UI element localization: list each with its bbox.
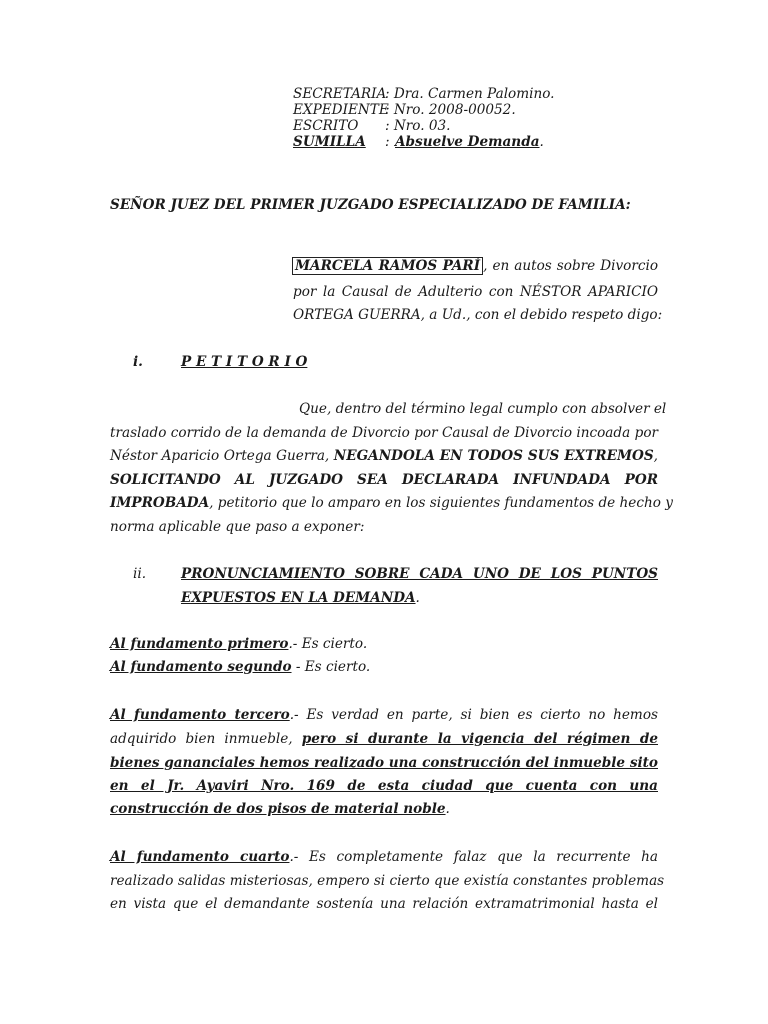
petitorio-line-3-a: Néstor Aparicio Ortega Guerra,	[110, 448, 330, 464]
header-sumilla	[293, 134, 544, 150]
fundamento-3-line-2	[110, 731, 658, 747]
petitorio-line-2: traslado corrido de la demanda de Divorcio por Causal de Divorcio incoada por	[110, 425, 658, 441]
petitorio-line-5-a: IMPROBADA	[110, 495, 210, 511]
fundamento-2	[110, 659, 370, 675]
expediente-value: : Nro. 2008-00052.	[385, 102, 516, 118]
intro-line-3: ORTEGA GUERRA, a Ud., con el debido respeto digo:	[293, 307, 663, 323]
header-secretaria	[293, 86, 555, 102]
petitioner-name: MARCELA RAMOS PARÍ	[292, 257, 483, 275]
sumilla-sep: :	[385, 134, 390, 150]
fundamento-4-line-2: realizado salidas misteriosas, empero si cierto que existía constantes problemas	[110, 873, 665, 889]
fundamento-3-line-2-b: pero si durante la vigencia del régimen de	[301, 731, 659, 747]
fundamento-3-line-1-rest: .- Es verdad en parte, si bien es cierto no hemos	[289, 707, 658, 723]
fundamento-2-label: Al fundamento segundo	[110, 659, 292, 675]
fundamento-4-line-1-rest: .- Es completamente falaz que la recurrente ha	[289, 849, 659, 865]
header-escrito	[293, 118, 451, 134]
section-1-number: i.	[133, 354, 143, 370]
fundamento-3-line-5-text: construcción de dos pisos de material noble	[110, 801, 446, 817]
secretaria-value: : Dra. Carmen Palomino.	[385, 86, 555, 102]
fundamento-1	[110, 636, 367, 652]
petitorio-line-5-b: , petitorio que lo amparo en los siguientes fundamentos de hecho y	[209, 495, 673, 511]
section-2-title-line-2	[181, 590, 420, 606]
intro-line-1	[292, 258, 658, 274]
petitorio-line-5	[110, 495, 673, 511]
petitorio-line-3-b: NEGANDOLA EN TODOS SUS EXTREMOS	[333, 448, 654, 464]
section-1-title: P E T I T O R I O	[181, 354, 308, 370]
section-2-title-line-1: PRONUNCIAMIENTO SOBRE CADA UNO DE LOS PUNTOS	[181, 566, 658, 582]
fundamento-4-label: Al fundamento cuarto	[110, 849, 290, 865]
section-2-title-line-2-text: EXPUESTOS EN LA DEMANDA	[181, 590, 416, 606]
expediente-label: EXPEDIENTE	[293, 102, 389, 118]
petitorio-line-3-c: ,	[653, 448, 658, 464]
sumilla-value: Absuelve Demanda	[395, 134, 540, 150]
petitorio-line-4: SOLICITANDO AL JUZGADO SEA DECLARADA INFUNDADA POR	[110, 472, 658, 488]
sumilla-end: .	[539, 134, 544, 150]
fundamento-2-text: - Es cierto.	[291, 659, 371, 675]
intro-line-2: por la Causal de Adulterio con NÉSTOR APARICIO	[293, 284, 658, 300]
fundamento-1-text: .- Es cierto.	[288, 636, 368, 652]
petitorio-line-1: Que, dentro del término legal cumplo con absolver el	[299, 401, 667, 417]
fundamento-3-line-5	[110, 801, 450, 817]
addressee: SEÑOR JUEZ DEL PRIMER JUZGADO ESPECIALIZADO DE FAMILIA:	[110, 197, 631, 213]
petitorio-line-6: norma aplicable que paso a exponer:	[110, 519, 365, 535]
escrito-label: ESCRITO	[293, 118, 359, 134]
fundamento-4-line-3: en vista que el demandante sostenía una relación extramatrimonial hasta el	[110, 896, 658, 912]
fundamento-4-line-1	[110, 849, 658, 865]
sumilla-label: SUMILLA	[293, 134, 366, 150]
petitorio-line-3	[110, 448, 658, 464]
header-expediente	[293, 102, 516, 118]
fundamento-3-label: Al fundamento tercero	[110, 707, 290, 723]
section-2-title-end: .	[415, 590, 420, 606]
fundamento-3-line-5-end: .	[445, 801, 450, 817]
intro-line-1-rest: , en autos sobre Divorcio	[483, 258, 658, 274]
fundamento-3-line-1	[110, 707, 658, 723]
section-2-number: ii.	[133, 566, 147, 582]
fundamento-1-label: Al fundamento primero	[110, 636, 289, 652]
escrito-value: : Nro. 03.	[385, 118, 451, 134]
secretaria-label: SECRETARIA	[293, 86, 387, 102]
fundamento-3-line-4: en el Jr. Ayaviri Nro. 169 de esta ciudad que cuenta con una	[110, 778, 658, 794]
fundamento-3-line-3: bienes gananciales hemos realizado una construcción del inmueble sito	[110, 755, 658, 771]
fundamento-3-line-2-a: adquirido bien inmueble,	[110, 731, 293, 747]
